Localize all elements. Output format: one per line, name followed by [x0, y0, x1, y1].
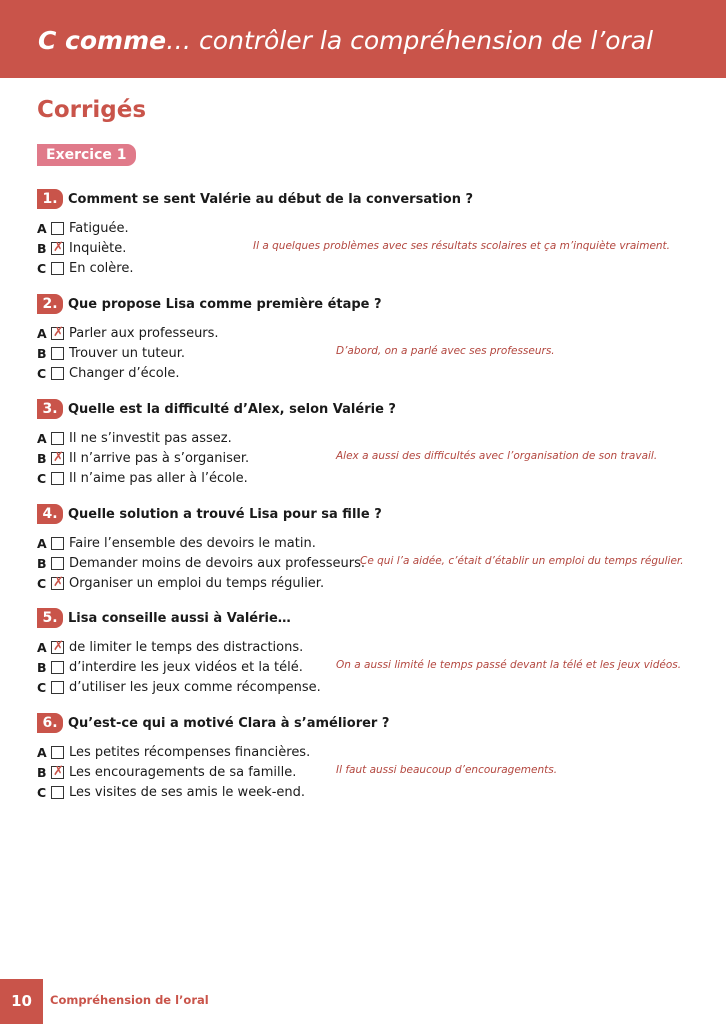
checkbox[interactable]	[51, 324, 64, 340]
checkbox[interactable]	[51, 763, 64, 779]
check-mark-icon: ✗	[53, 574, 64, 590]
question-number: 3.	[37, 399, 63, 419]
option-a[interactable]: A ✗ Parler aux professeurs.	[37, 324, 219, 341]
option-a[interactable]: A Il ne s’investit pas assez.	[37, 430, 232, 446]
answer-note: On a aussi limité le temps passé devant la télé et les jeux vidéos.	[336, 659, 682, 671]
answer-note: D’abord, on a parlé avec ses professeurs.	[336, 345, 555, 357]
question-number: 5.	[37, 608, 63, 628]
question-2	[37, 293, 717, 383]
answer-note: Ce qui l’a aidée, c’était d’établir un emploi du temps régulier.	[360, 555, 684, 567]
checkbox[interactable]	[51, 449, 64, 465]
checkbox[interactable]	[51, 432, 64, 445]
checkbox[interactable]	[51, 262, 64, 275]
option-c[interactable]: C Changer d’école.	[37, 365, 180, 381]
checkbox[interactable]	[51, 681, 64, 694]
question-3	[37, 398, 717, 488]
title-rest: … contrôler la compréhension de l’oral	[166, 26, 654, 55]
section-title: Corrigés	[37, 97, 147, 123]
check-mark-icon: ✗	[53, 324, 64, 340]
checkbox[interactable]	[51, 786, 64, 799]
option-a[interactable]: A Les petites récompenses financières.	[37, 744, 311, 760]
option-c[interactable]: C En colère.	[37, 260, 134, 276]
page-number: 10	[0, 979, 43, 1024]
question-number: 1.	[37, 189, 63, 209]
checkbox[interactable]	[51, 239, 64, 255]
option-a[interactable]: A Faire l’ensemble des devoirs le matin.	[37, 535, 316, 551]
checkbox[interactable]	[51, 367, 64, 380]
option-b[interactable]: B ✗ Les encouragements de sa famille.	[37, 763, 297, 780]
page-title	[38, 26, 653, 55]
check-mark-icon: ✗	[53, 239, 64, 255]
question-text: Quelle est la difficulté d’Alex, selon Valérie ?	[68, 401, 396, 417]
footer-section: Compréhension de l’oral	[50, 993, 209, 1007]
checkbox[interactable]	[51, 661, 64, 674]
check-mark-icon: ✗	[53, 763, 64, 779]
option-b[interactable]: B d’interdire les jeux vidéos et la télé.	[37, 659, 303, 675]
option-c[interactable]: C Les visites de ses amis le week-end.	[37, 784, 306, 800]
answer-note: Il faut aussi beaucoup d’encouragements.	[336, 764, 558, 776]
option-c[interactable]: C ✗ Organiser un emploi du temps régulier.	[37, 574, 325, 591]
question-text: Qu’est-ce qui a motivé Clara à s’améliorer ?	[68, 715, 390, 731]
question-text: Comment se sent Valérie au début de la conversation ?	[68, 191, 474, 207]
checkbox[interactable]	[51, 472, 64, 485]
option-c[interactable]: C Il n’aime pas aller à l’école.	[37, 470, 248, 486]
question-4	[37, 503, 717, 593]
exercise-badge: Exercice 1	[37, 144, 136, 166]
option-a[interactable]: A Fatiguée.	[37, 220, 129, 236]
title-bold: C comme	[38, 26, 167, 55]
checkbox[interactable]	[51, 537, 64, 550]
option-b[interactable]: B Trouver un tuteur.	[37, 345, 186, 361]
checkbox[interactable]	[51, 574, 64, 590]
option-c[interactable]: C d’utiliser les jeux comme récompense.	[37, 679, 321, 695]
answer-note: Alex a aussi des difficultés avec l’organisation de son travail.	[336, 450, 658, 462]
check-mark-icon: ✗	[53, 638, 64, 654]
question-text: Quelle solution a trouvé Lisa pour sa fille ?	[68, 506, 382, 522]
question-5	[37, 607, 717, 697]
page-header	[0, 0, 726, 78]
question-6	[37, 712, 717, 802]
option-b[interactable]: B Demander moins de devoirs aux professeurs.	[37, 555, 366, 571]
question-text: Que propose Lisa comme première étape ?	[68, 296, 382, 312]
answer-note: Il a quelques problèmes avec ses résultats scolaires et ça m’inquiète vraiment.	[253, 240, 671, 252]
checkbox[interactable]	[51, 347, 64, 360]
question-number: 4.	[37, 504, 63, 524]
option-b[interactable]: B ✗ Il n’arrive pas à s’organiser.	[37, 449, 250, 466]
question-number: 2.	[37, 294, 63, 314]
check-mark-icon: ✗	[53, 449, 64, 465]
checkbox[interactable]	[51, 557, 64, 570]
option-a[interactable]: A ✗ de limiter le temps des distractions.	[37, 638, 304, 655]
option-b[interactable]: B ✗ Inquiète.	[37, 239, 127, 256]
question-number: 6.	[37, 713, 63, 733]
question-1	[37, 188, 717, 278]
question-text: Lisa conseille aussi à Valérie…	[68, 610, 291, 626]
checkbox[interactable]	[51, 222, 64, 235]
checkbox[interactable]	[51, 638, 64, 654]
checkbox[interactable]	[51, 746, 64, 759]
